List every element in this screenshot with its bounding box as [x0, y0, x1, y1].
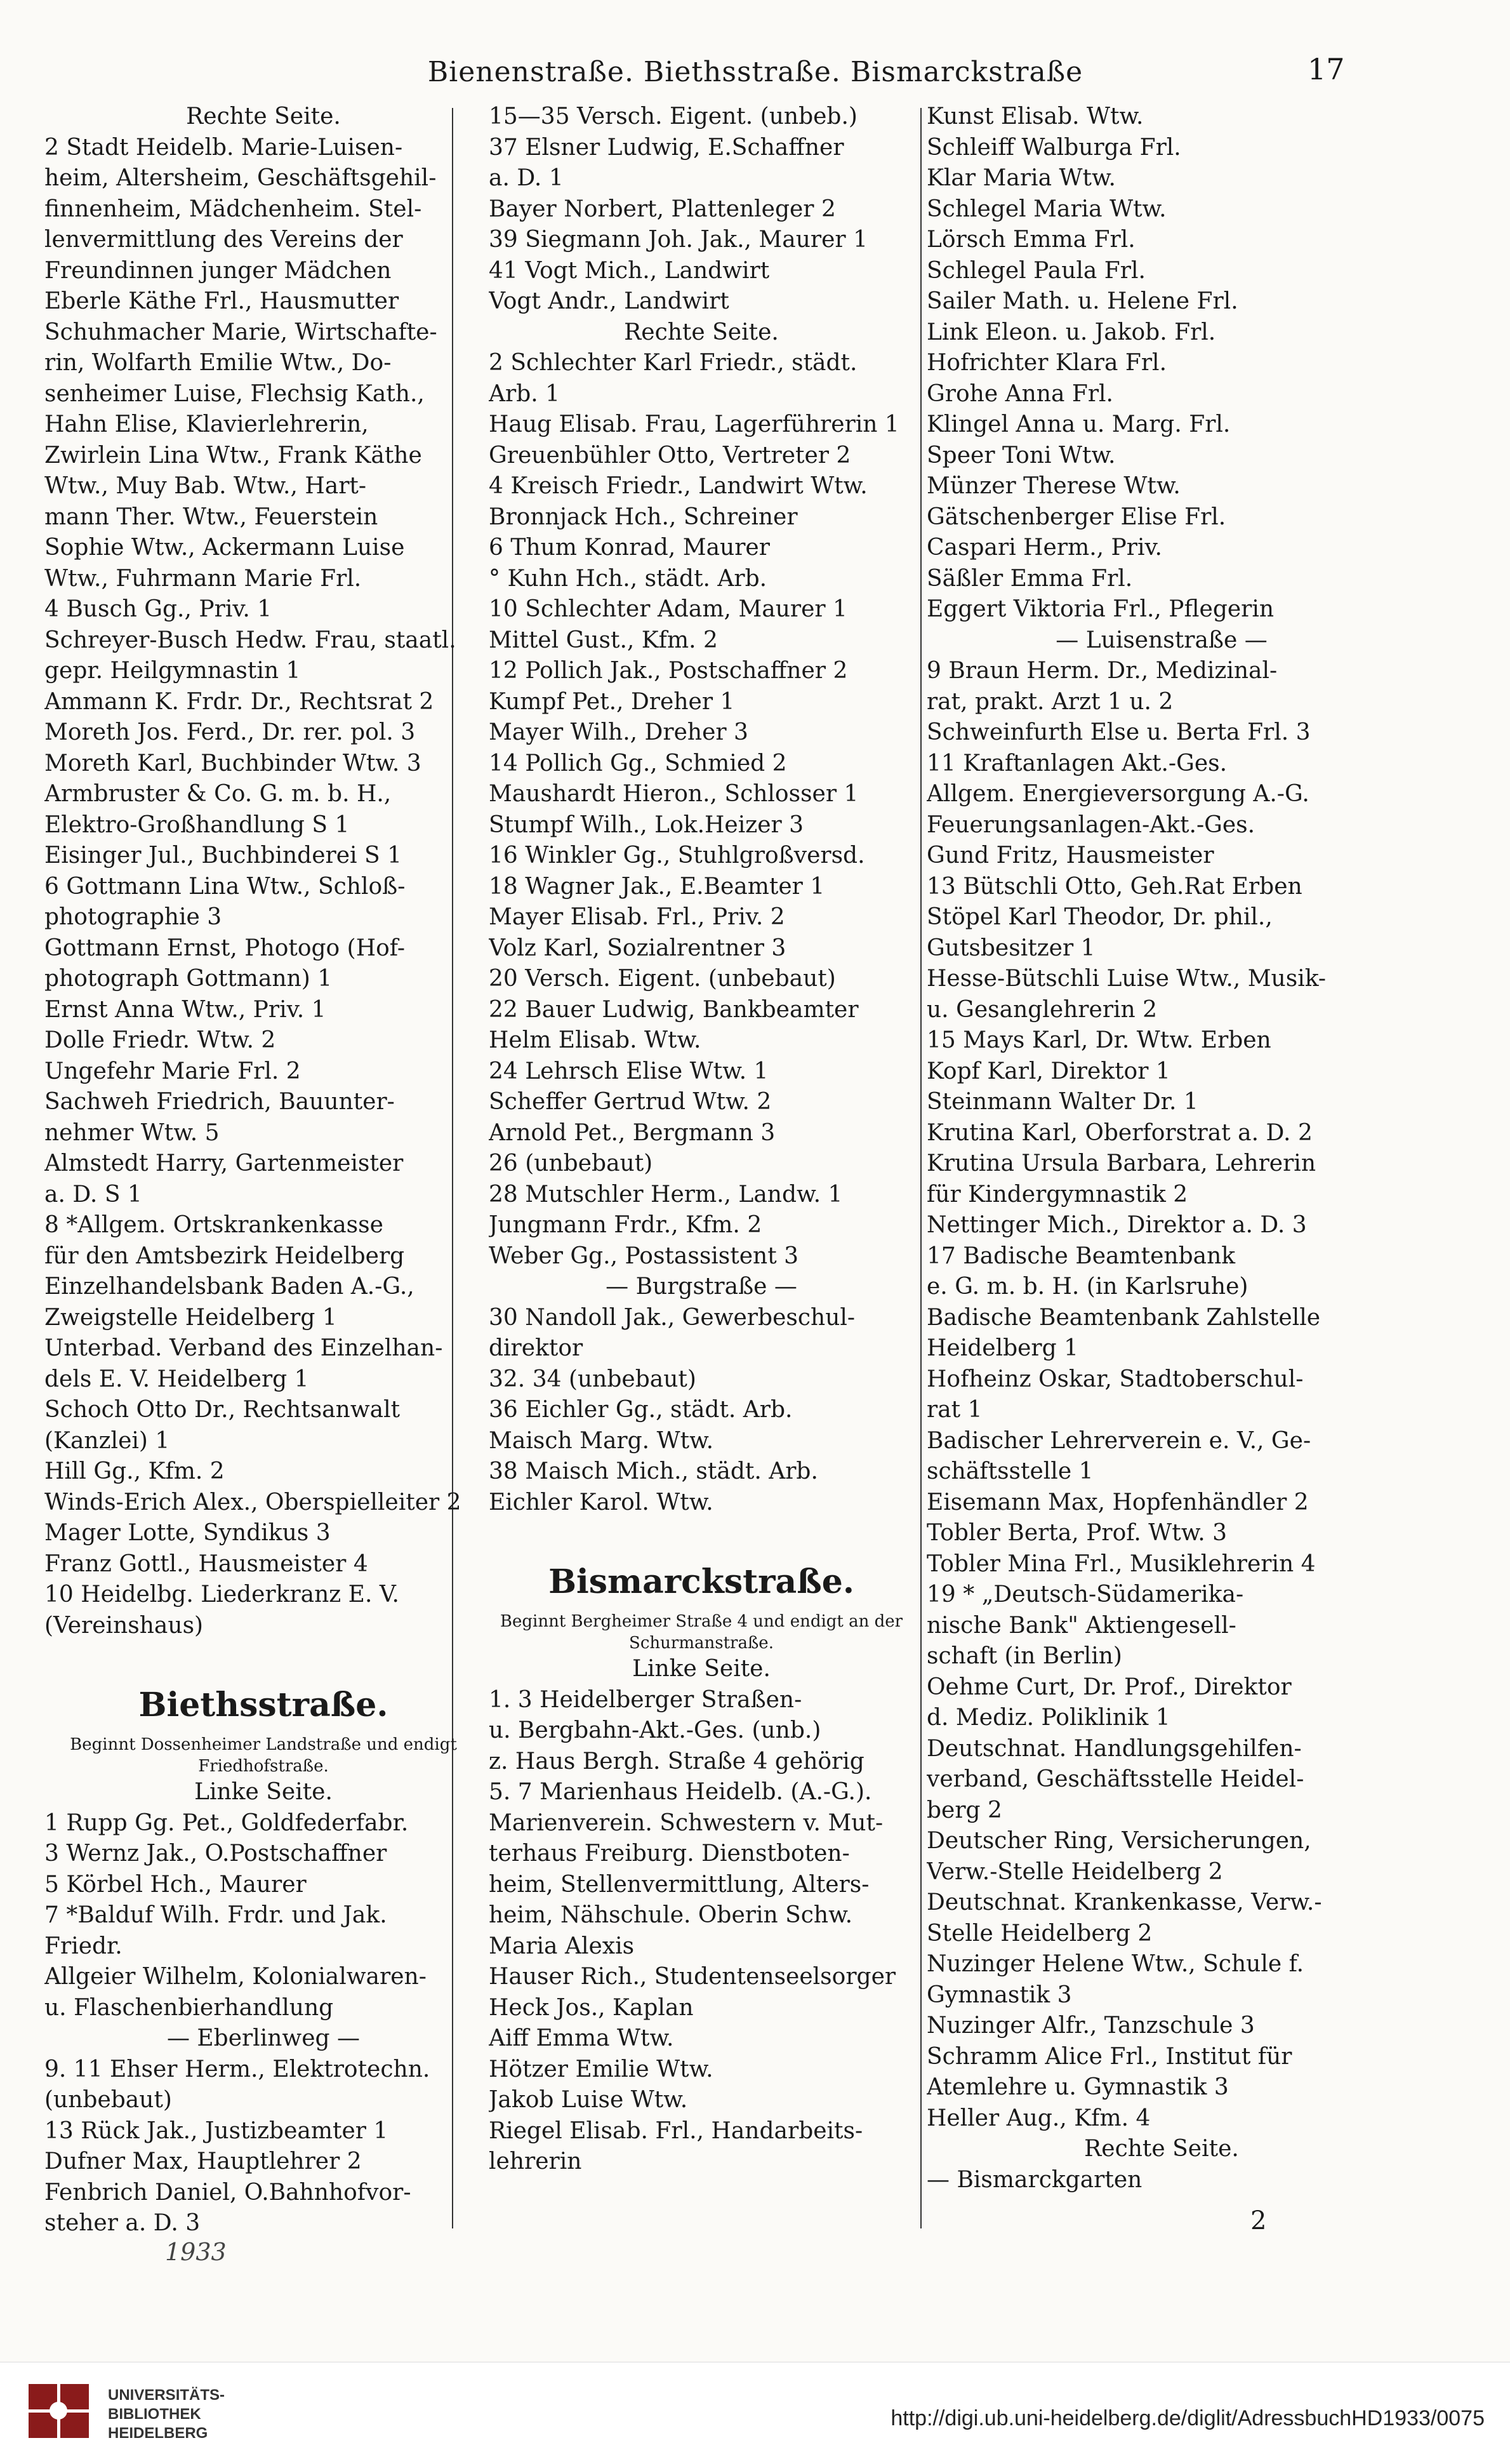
directory-entry: 19 * „Deutsch-Südamerika-: [927, 1582, 1244, 1608]
directory-entry: Deutschnat. Handlungsgehilfen-: [927, 1735, 1302, 1762]
directory-entry: Sailer Math. u. Helene Frl.: [927, 288, 1238, 314]
directory-entry: Haug Elisab. Frau, Lagerführerin 1: [489, 411, 899, 437]
directory-entry: Stumpf Wilh., Lok.Heizer 3: [489, 811, 804, 838]
directory-entry: Heck Jos., Kaplan: [489, 1994, 694, 2021]
directory-entry: 15—35 Versch. Eigent. (unbeb.): [489, 103, 858, 130]
directory-entry: Unterbad. Verband des Einzelhan-: [44, 1335, 443, 1361]
directory-entry: rin, Wolfarth Emilie Wtw., Do-: [44, 350, 392, 376]
directory-entry: Sachweh Friedrich, Bauunter-: [44, 1089, 395, 1115]
directory-entry: Schweinfurth Else u. Berta Frl. 3: [927, 719, 1311, 745]
directory-entry: 36 Eichler Gg., städt. Arb.: [489, 1397, 793, 1423]
directory-entry: senheimer Luise, Flechsig Kath.,: [44, 380, 425, 407]
directory-entry: schaft (in Berlin): [927, 1643, 1122, 1669]
directory-entry: Schramm Alice Frl., Institut für: [927, 2043, 1292, 2070]
directory-entry: Mittel Gust., Kfm. 2: [489, 627, 718, 653]
directory-entry: 12 Pollich Jak., Postschaffner 2: [489, 658, 848, 684]
directory-entry: Bayer Norbert, Plattenleger 2: [489, 196, 836, 222]
directory-entry: Lörsch Emma Frl.: [927, 227, 1136, 253]
directory-entry: direktor: [489, 1335, 583, 1361]
directory-entry: Arb. 1: [489, 380, 560, 407]
directory-entry: Säßler Emma Frl.: [927, 565, 1133, 592]
directory-entry: 1. 3 Heidelberger Straßen-: [489, 1686, 802, 1713]
directory-entry: Franz Gottl., Hausmeister 4: [44, 1550, 368, 1577]
directory-entry: verband, Geschäftsstelle Heidel-: [927, 1766, 1304, 1792]
year-mark: 1933: [165, 2238, 227, 2266]
directory-entry: Maisch Marg. Wtw.: [489, 1427, 714, 1454]
directory-entry: 38 Maisch Mich., städt. Arb.: [489, 1458, 818, 1484]
directory-entry: Münzer Therese Wtw.: [927, 473, 1181, 499]
directory-entry: Krutina Ursula Barbara, Lehrerin: [927, 1150, 1316, 1176]
directory-entry: Zweigstelle Heidelberg 1: [44, 1304, 337, 1331]
sheet-number: 2: [1250, 2206, 1267, 2235]
directory-entry: Badischer Lehrerverein e. V., Ge-: [927, 1427, 1311, 1454]
directory-entry: a. D. S 1: [44, 1181, 142, 1208]
directory-entry: ° Kuhn Hch., städt. Arb.: [489, 565, 767, 592]
directory-entry: z. Haus Bergh. Straße 4 gehörig: [489, 1748, 864, 1775]
directory-entry: Schleiff Walburga Frl.: [927, 134, 1181, 161]
directory-entry: 13 Rück Jak., Justizbeamter 1: [44, 2117, 388, 2144]
directory-entry: Oehme Curt, Dr. Prof., Direktor: [927, 1674, 1292, 1700]
directory-entry: Nuzinger Alfr., Tanzschule 3: [927, 2013, 1255, 2039]
directory-entry: Deutschnat. Krankenkasse, Verw.-: [927, 1889, 1322, 1915]
directory-entry: schäftsstelle 1: [927, 1458, 1094, 1484]
directory-entry: Gymnastik 3: [927, 1981, 1072, 2008]
directory-entry: Nuzinger Helene Wtw., Schule f.: [927, 1951, 1304, 1977]
directory-entry: Steinmann Walter Dr. 1: [927, 1089, 1198, 1115]
directory-entry: 18 Wagner Jak., E.Beamter 1: [489, 873, 825, 900]
directory-entry: heim, Altersheim, Geschäftsgehil-: [44, 165, 437, 191]
directory-entry: 7 *Balduf Wilh. Frdr. und Jak.: [44, 1902, 387, 1928]
directory-entry: Stöpel Karl Theodor, Dr. phil.,: [927, 904, 1273, 930]
directory-entry: 4 Kreisch Friedr., Landwirt Wtw.: [489, 473, 868, 499]
page-number: 17: [1308, 52, 1345, 86]
directory-entry: Ungefehr Marie Frl. 2: [44, 1058, 301, 1084]
directory-entry: gepr. Heilgymnastin 1: [44, 658, 301, 684]
directory-entry: Eisemann Max, Hopfenhändler 2: [927, 1489, 1309, 1515]
directory-entry: Rechte Seite.: [1084, 2136, 1239, 2162]
directory-entry: Armbruster & Co. G. m. b. H.,: [44, 781, 392, 807]
directory-entry: steher a. D. 3: [44, 2210, 201, 2236]
directory-entry: heim, Stellenvermittlung, Alters-: [489, 1871, 870, 1898]
directory-entry: 1 Rupp Gg. Pet., Goldfederfabr.: [44, 1809, 409, 1836]
directory-entry: 22 Bauer Ludwig, Bankbeamter: [489, 996, 859, 1023]
directory-entry: Weber Gg., Postassistent 3: [489, 1242, 799, 1269]
directory-entry: 10 Heidelbg. Liederkranz E. V.: [44, 1582, 399, 1608]
directory-entry: Moreth Karl, Buchbinder Wtw. 3: [44, 750, 421, 776]
directory-entry: Gutsbesitzer 1: [927, 935, 1096, 961]
directory-entry: nische Bank" Aktiengesell-: [927, 1612, 1236, 1639]
section-heading-bismarckstrasse: Bismarckstraße.: [548, 1562, 854, 1601]
directory-entry: Eberle Käthe Frl., Hausmutter: [44, 288, 399, 314]
directory-entry: 28 Mutschler Herm., Landw. 1: [489, 1181, 843, 1208]
directory-entry: 24 Lehrsch Elise Wtw. 1: [489, 1058, 769, 1084]
directory-entry: 20 Versch. Eigent. (unbebaut): [489, 966, 836, 992]
directory-entry: photographie 3: [44, 904, 222, 930]
directory-entry: e. G. m. b. H. (in Karlsruhe): [927, 1274, 1248, 1300]
directory-entry: Deutscher Ring, Versicherungen,: [927, 1828, 1311, 1854]
directory-entry: 5 Körbel Hch., Maurer: [44, 1871, 307, 1898]
directory-entry: Freundinnen junger Mädchen: [44, 257, 392, 284]
source-url-link[interactable]: http://digi.ub.uni-heidelberg.de/diglit/AdressbuchHD1933/0075: [891, 2406, 1485, 2430]
directory-entry: rat 1: [927, 1397, 983, 1423]
directory-entry: lenvermittlung des Vereins der: [44, 227, 403, 253]
directory-entry: 5. 7 Marienhaus Heidelb. (A.-G.).: [489, 1779, 872, 1805]
directory-entry: 11 Kraftanlagen Akt.-Ges.: [927, 750, 1228, 776]
directory-entry: Hofheinz Oskar, Stadtoberschul-: [927, 1366, 1304, 1392]
directory-entry: Heller Aug., Kfm. 4: [927, 2105, 1151, 2131]
column-3: [927, 102, 1396, 2195]
directory-entry: u. Bergbahn-Akt.-Ges. (unb.): [489, 1717, 821, 1743]
directory-entry: Mayer Wilh., Dreher 3: [489, 719, 748, 745]
directory-entry: Wtw., Muy Bab. Wtw., Hart-: [44, 473, 367, 499]
directory-entry: Allgeier Wilhelm, Kolonialwaren-: [44, 1964, 427, 1990]
directory-entry: Maria Alexis: [489, 1933, 635, 1959]
directory-entry: Nettinger Mich., Direktor a. D. 3: [927, 1212, 1307, 1238]
directory-entry: Maushardt Hieron., Schlosser 1: [489, 781, 859, 807]
directory-entry: Ammann K. Frdr. Dr., Rechtsrat 2: [44, 688, 434, 715]
column-2b-entries: [489, 1654, 914, 2178]
directory-entry: 14 Pollich Gg., Schmied 2: [489, 750, 787, 776]
directory-entry: u. Gesanglehrerin 2: [927, 996, 1158, 1023]
directory-entry: Klar Maria Wtw.: [927, 165, 1116, 191]
directory-entry: Kunst Elisab. Wtw.: [927, 103, 1144, 130]
directory-entry: 15 Mays Karl, Dr. Wtw. Erben: [927, 1027, 1271, 1053]
directory-entry: nehmer Wtw. 5: [44, 1119, 220, 1146]
directory-entry: — Bismarckgarten: [927, 2166, 1142, 2193]
page-header: Bienenstraße. Biethsstraße. Bismarckstraße: [427, 56, 1083, 88]
directory-entry: Heidelberg 1: [927, 1335, 1079, 1361]
directory-entry: (unbebaut): [44, 2087, 172, 2113]
directory-entry: Rechte Seite.: [624, 319, 779, 345]
library-name: UNIVERSITÄTS- BIBLIOTHEK HEIDELBERG: [108, 2387, 225, 2442]
directory-entry: Schreyer-Busch Hedw. Frau, staatl.: [44, 627, 456, 653]
directory-entry: Greuenbühler Otto, Vertreter 2: [489, 442, 851, 469]
directory-entry: Badische Beamtenbank Zahlstelle: [927, 1304, 1321, 1331]
directory-entry: Hauser Rich., Studentenseelsorger: [489, 1964, 896, 1990]
directory-entry: (Vereinshaus): [44, 1612, 204, 1639]
directory-entry: Gund Fritz, Hausmeister: [927, 842, 1214, 869]
directory-entry: 13 Bütschli Otto, Geh.Rat Erben: [927, 873, 1302, 900]
directory-entry: Tobler Mina Frl., Musiklehrerin 4: [927, 1550, 1316, 1577]
column-1-entries: [44, 102, 482, 1641]
university-library-logo-icon: [25, 2381, 95, 2444]
directory-entry: Mager Lotte, Syndikus 3: [44, 1520, 331, 1546]
directory-entry: für Kindergymnastik 2: [927, 1181, 1188, 1208]
directory-entry: (Kanzlei) 1: [44, 1427, 170, 1454]
directory-entry: Moreth Jos. Ferd., Dr. rer. pol. 3: [44, 719, 416, 745]
directory-entry: für den Amtsbezirk Heidelberg: [44, 1242, 405, 1269]
directory-entry: Marienverein. Schwestern v. Mut-: [489, 1809, 884, 1836]
directory-entry: Eisinger Jul., Buchbinderei S 1: [44, 842, 402, 869]
directory-entry: Ernst Anna Wtw., Priv. 1: [44, 996, 326, 1023]
directory-entry: Hill Gg., Kfm. 2: [44, 1458, 225, 1484]
directory-entry: Verw.-Stelle Heidelberg 2: [927, 1858, 1223, 1885]
column-2: [489, 102, 914, 2178]
column-divider-2: [920, 108, 922, 2228]
directory-entry: Dufner Max, Hauptlehrer 2: [44, 2148, 362, 2174]
directory-entry: Link Eleon. u. Jakob. Frl.: [927, 319, 1216, 345]
directory-entry: d. Mediz. Poliklinik 1: [927, 1705, 1170, 1731]
directory-entry: u. Flaschenbierhandlung: [44, 1994, 334, 2021]
directory-entry: Aiff Emma Wtw.: [489, 2025, 674, 2051]
directory-entry: Kumpf Pet., Dreher 1: [489, 688, 735, 715]
directory-entry: heim, Nähschule. Oberin Schw.: [489, 1902, 853, 1928]
directory-entry: 17 Badische Beamtenbank: [927, 1242, 1236, 1269]
directory-entry: Jungmann Frdr., Kfm. 2: [489, 1212, 762, 1238]
directory-entry: 26 (unbebaut): [489, 1150, 653, 1176]
directory-entry: Sophie Wtw., Ackermann Luise: [44, 535, 405, 561]
directory-entry: 16 Winkler Gg., Stuhlgroßversd.: [489, 842, 865, 869]
directory-entry: Jakob Luise Wtw.: [489, 2087, 688, 2113]
directory-entry: Stelle Heidelberg 2: [927, 1920, 1153, 1947]
directory-entry: 4 Busch Gg., Priv. 1: [44, 596, 272, 622]
directory-entry: 6 Thum Konrad, Maurer: [489, 535, 770, 561]
directory-entry: Winds-Erich Alex., Oberspielleiter 2: [44, 1489, 461, 1515]
directory-entry: terhaus Freiburg. Dienstboten-: [489, 1841, 850, 1867]
directory-entry: 41 Vogt Mich., Landwirt: [489, 257, 770, 284]
directory-entry: Grohe Anna Frl.: [927, 380, 1113, 407]
directory-entry: Schlegel Maria Wtw.: [927, 196, 1167, 222]
directory-entry: Eichler Karol. Wtw.: [489, 1489, 713, 1515]
directory-entry: — Eberlinweg —: [166, 2025, 361, 2051]
directory-entry: Caspari Herm., Priv.: [927, 535, 1162, 561]
directory-entry: 3 Wernz Jak., O.Postschaffner: [44, 1841, 387, 1867]
directory-entry: mann Ther. Wtw., Feuerstein: [44, 503, 378, 530]
directory-entry: Hötzer Emilie Wtw.: [489, 2056, 713, 2082]
directory-entry: Zwirlein Lina Wtw., Frank Käthe: [44, 442, 422, 469]
directory-entry: 10 Schlechter Adam, Maurer 1: [489, 596, 847, 622]
directory-entry: 8 *Allgem. Ortskrankenkasse: [44, 1212, 383, 1238]
section-note-bismarckstrasse: Beginnt Bergheimer Straße 4 und endigt an der Schurmanstraße.: [500, 1612, 903, 1653]
directory-entry: Allgem. Energieversorgung A.-G.: [927, 781, 1309, 807]
directory-entry: 6 Gottmann Lina Wtw., Schloß-: [44, 873, 406, 900]
column-1b-entries: [44, 1777, 482, 2239]
section-heading-biethsstrasse: Biethsstraße.: [138, 1686, 388, 1724]
directory-entry: Elektro-Großhandlung S 1: [44, 811, 350, 838]
directory-entry: Kopf Karl, Direktor 1: [927, 1058, 1170, 1084]
directory-entry: a. D. 1: [489, 165, 564, 191]
directory-entry: Riegel Elisab. Frl., Handarbeits-: [489, 2117, 863, 2144]
directory-entry: Speer Toni Wtw.: [927, 442, 1116, 469]
directory-entry: Vogt Andr., Landwirt: [489, 288, 729, 314]
directory-entry: Linke Seite.: [194, 1779, 333, 1805]
directory-entry: 9. 11 Ehser Herm., Elektrotechn.: [44, 2056, 430, 2082]
directory-entry: Friedr.: [44, 1933, 123, 1959]
directory-entry: — Luisenstraße —: [1056, 627, 1268, 653]
directory-entry: Schoch Otto Dr., Rechtsanwalt: [44, 1397, 401, 1423]
directory-entry: Wtw., Fuhrmann Marie Frl.: [44, 565, 362, 592]
directory-entry: Gottmann Ernst, Photogo (Hof-: [44, 935, 405, 961]
column-3-entries: [927, 102, 1396, 2195]
directory-entry: finnenheim, Mädchenheim. Stel-: [44, 196, 422, 222]
directory-entry: 9 Braun Herm. Dr., Medizinal-: [927, 658, 1278, 684]
directory-entry: Mayer Elisab. Frl., Priv. 2: [489, 904, 785, 930]
directory-entry: photograph Gottmann) 1: [44, 966, 333, 992]
directory-entry: lehrerin: [489, 2148, 582, 2174]
directory-entry: Scheffer Gertrud Wtw. 2: [489, 1089, 772, 1115]
directory-entry: Volz Karl, Sozialrentner 3: [489, 935, 786, 961]
directory-entry: Arnold Pet., Bergmann 3: [489, 1119, 776, 1146]
directory-entry: Tobler Berta, Prof. Wtw. 3: [927, 1520, 1228, 1546]
directory-entry: Schlegel Paula Frl.: [927, 257, 1146, 284]
directory-entry: 32. 34 (unbebaut): [489, 1366, 696, 1392]
directory-entry: Schuhmacher Marie, Wirtschafte-: [44, 319, 437, 345]
directory-entry: Gätschenberger Elise Frl.: [927, 503, 1226, 530]
directory-entry: Rechte Seite.: [186, 103, 341, 130]
directory-entry: Einzelhandelsbank Baden A.-G.,: [44, 1274, 414, 1300]
directory-entry: berg 2: [927, 1797, 1002, 1823]
directory-entry: Feuerungsanlagen-Akt.-Ges.: [927, 811, 1255, 838]
directory-entry: rat, prakt. Arzt 1 u. 2: [927, 688, 1174, 715]
column-2-entries: [489, 102, 914, 1518]
directory-entry: Helm Elisab. Wtw.: [489, 1027, 701, 1053]
directory-entry: dels E. V. Heidelberg 1: [44, 1366, 309, 1392]
directory-entry: Atemlehre u. Gymnastik 3: [927, 2074, 1229, 2100]
section-note-biethsstrasse: Beginnt Dossenheimer Landstraße und endigt Friedhofstraße.: [70, 1735, 457, 1776]
directory-entry: Klingel Anna u. Marg. Frl.: [927, 411, 1231, 437]
directory-entry: Dolle Friedr. Wtw. 2: [44, 1027, 276, 1053]
directory-entry: Hahn Elise, Klavierlehrerin,: [44, 411, 369, 437]
directory-entry: 39 Siegmann Joh. Jak., Maurer 1: [489, 227, 868, 253]
directory-entry: Almstedt Harry, Gartenmeister: [44, 1150, 404, 1176]
directory-entry: Fenbrich Daniel, O.Bahnhofvor-: [44, 2179, 411, 2206]
directory-entry: Eggert Viktoria Frl., Pflegerin: [927, 596, 1275, 622]
directory-entry: Linke Seite.: [632, 1656, 771, 1682]
column-1: [44, 102, 482, 2239]
directory-entry: 30 Nandoll Jak., Gewerbeschul-: [489, 1304, 856, 1331]
directory-entry: Krutina Karl, Oberforstrat a. D. 2: [927, 1119, 1313, 1146]
directory-entry: 2 Stadt Heidelb. Marie-Luisen-: [44, 134, 403, 161]
directory-entry: Hofrichter Klara Frl.: [927, 350, 1167, 376]
directory-entry: Hesse-Bütschli Luise Wtw., Musik-: [927, 966, 1327, 992]
directory-entry: 2 Schlechter Karl Friedr., städt.: [489, 350, 858, 376]
directory-entry: — Burgstraße —: [606, 1274, 797, 1300]
directory-entry: 37 Elsner Ludwig, E.Schaffner: [489, 134, 844, 161]
directory-entry: Bronnjack Hch., Schreiner: [489, 503, 798, 530]
